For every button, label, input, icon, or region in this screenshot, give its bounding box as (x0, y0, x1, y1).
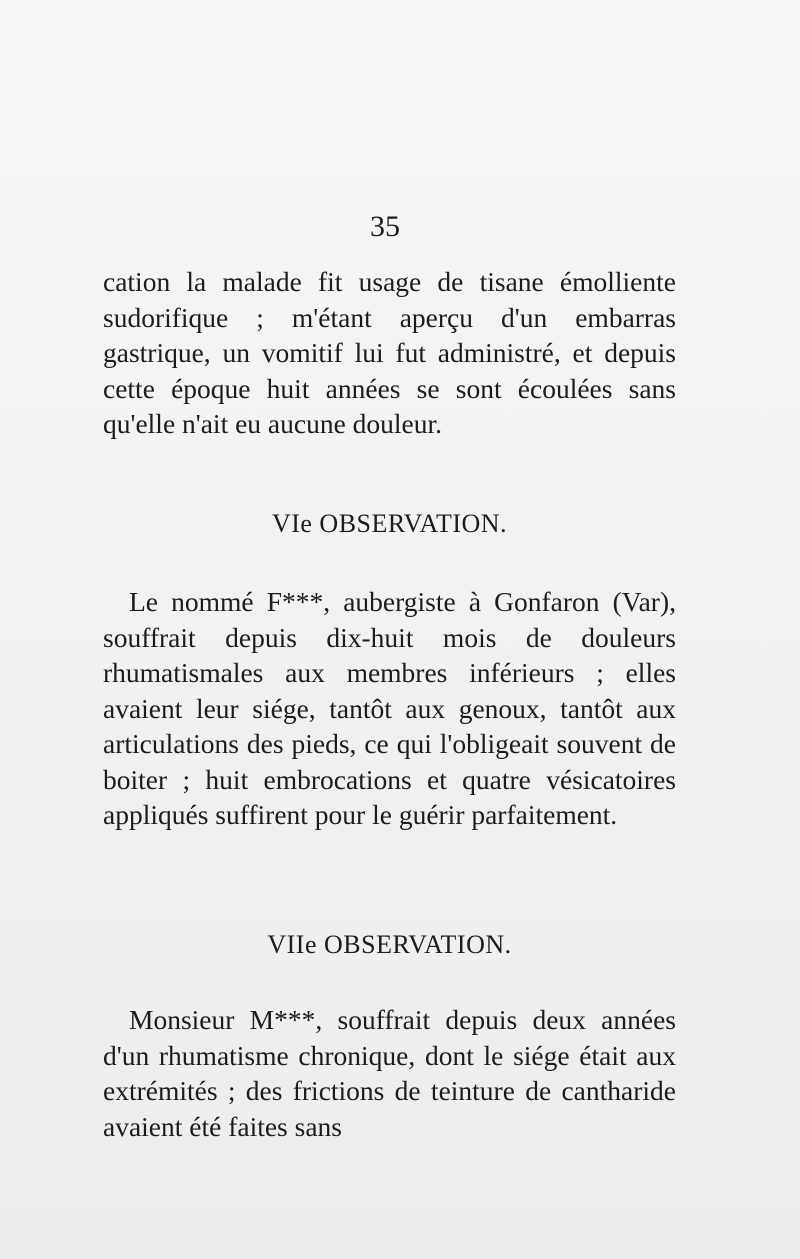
paragraph-observation-7 (103, 1002, 676, 1144)
paragraph-observation-6 (103, 584, 676, 833)
paragraph-text: Monsieur M***, souffrait depuis deux années d'un rhumatisme chronique, dont le siége était aux extrémités ; des frictions de teinture de cantharide avaient été faites sans (103, 1004, 676, 1142)
paragraph-continuation (103, 264, 676, 442)
section-heading-observation-7: VIIe OBSERVATION. (267, 930, 512, 959)
page-number: 35 (370, 210, 400, 243)
section-heading-observation-6: VIe OBSERVATION. (271, 509, 508, 538)
paragraph-text: Le nommé F***, aubergiste à Gonfaron (Var), souffrait depuis dix-huit mois de douleurs rhumatismales aux membres inférieurs ; elles avaient leur siége, tantôt aux genoux, tantôt aux articulations des pieds, ce qui l'obligeait souvent de boiter ; huit embrocations et quatre vésicatoires appliqués suffirent pour le guérir parfaitement. (103, 586, 676, 830)
paragraph-text: cation la malade fit usage de tisane émolliente sudorifique ; m'étant aperçu d'un embarras gastrique, un vomitif lui fut administré, et depuis cette époque huit années se sont écoulées sans qu'elle n'ait eu aucune douleur. (103, 266, 676, 439)
